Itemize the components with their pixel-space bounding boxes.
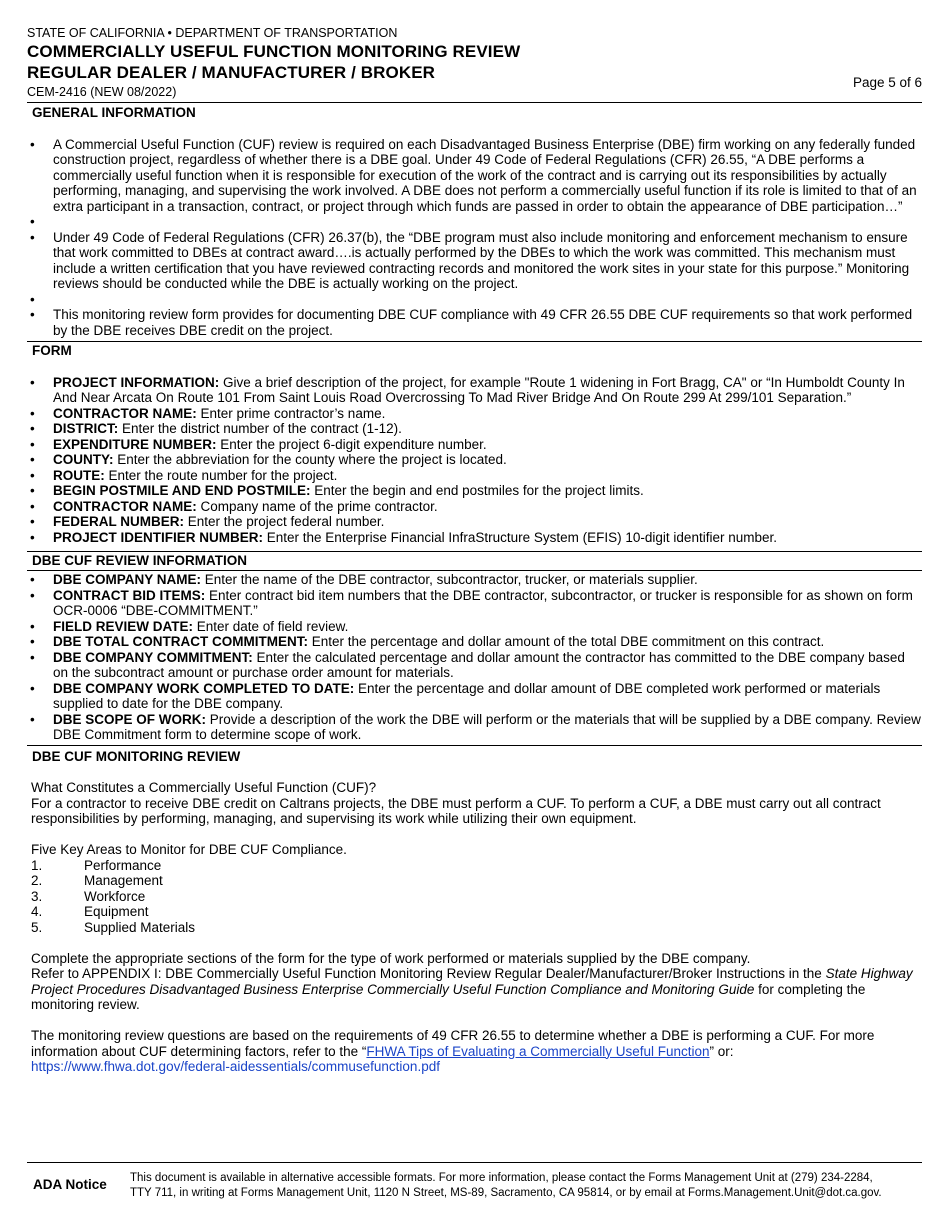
field-description: Enter the calculated percentage and dollar amount the contractor has committed to the DBE company based on the subcontract amount or purchase order amount for materials. — [53, 649, 905, 680]
list-item — [27, 588, 922, 619]
form-number: CEM-2416 (NEW 08/2022) — [27, 85, 177, 99]
factors-text: The monitoring review questions are based on the requirements of 49 CFR 26.55 to determine whether a DBE is performing a CUF. For more information about CUF determining factors, refer to the “ — [31, 1028, 875, 1059]
field-label: CONTRACTOR NAME: — [53, 498, 197, 514]
field-label: DBE COMPANY NAME: — [53, 572, 202, 587]
item-label: Performance — [84, 857, 162, 873]
cuf-factors-reference — [27, 1028, 922, 1075]
ada-label: ADA Notice — [33, 1177, 107, 1192]
field-description: Enter the percentage and dollar amount of the total DBE commitment on this contract. — [307, 634, 825, 649]
header-meta-row — [27, 75, 922, 100]
list-item — [27, 421, 922, 437]
field-description: Enter prime contractor’s name. — [196, 405, 386, 421]
ada-notice — [27, 1162, 922, 1201]
field-label: PROJECT IDENTIFIER NUMBER: — [53, 529, 264, 545]
field-description: Enter the route number for the project. — [104, 467, 338, 483]
item-number: 2. — [31, 873, 43, 888]
field-label: DBE SCOPE OF WORK: — [53, 711, 207, 727]
field-label: COUNTY: — [53, 452, 114, 467]
appendix-reference — [27, 966, 922, 1013]
field-label: EXPENDITURE NUMBER: — [53, 436, 217, 452]
field-description: Enter the begin and end postmiles for the project limits. — [310, 483, 644, 498]
list-item: • A Commercial Useful Function (CUF) review is required on each Disadvantaged Business Enterprise (DBE) firm working on any federally funded construction project, regardless of whether there is a DBE goal. Under 49 Code of Federal Regulations (CFR) 26.55, “A DBE performs a commercially useful function when it is responsible for execution of the work of the contract and is carrying out its responsibilities by actually performing, managing, and supervising the work involved. A DBE does not perform a commercially useful function if its role is limited to that of an extra participant in a transaction, contract, or project through which funds are passed in order to obtain the appearance of DBE participation…” — [27, 137, 922, 215]
fhwa-url-link[interactable]: https://www.fhwa.dot.gov/federal-aidessentials/commusefunction.pdf — [31, 1059, 440, 1074]
spacer — [27, 121, 922, 137]
field-description: Enter the name of the DBE contractor, subcontractor, trucker, or materials supplier. — [201, 572, 698, 587]
list-item — [27, 468, 922, 484]
item-number: 1. — [31, 857, 43, 873]
list-item — [27, 681, 922, 712]
key-areas-list — [27, 858, 922, 936]
spacer — [27, 1013, 922, 1029]
field-label: FIELD REVIEW DATE: — [53, 618, 193, 634]
list-item — [31, 873, 922, 889]
section-divider — [27, 341, 922, 342]
field-label: DBE COMPANY COMMITMENT: — [53, 649, 253, 665]
list-item — [31, 904, 922, 920]
form-title-line2: REGULAR DEALER / MANUFACTURER / BROKER — [27, 63, 436, 82]
field-description: Enter the district number of the contract (1-12). — [118, 421, 402, 436]
list-item — [27, 499, 922, 515]
item-label: Supplied Materials — [84, 919, 196, 935]
list-item — [27, 530, 922, 546]
list-item — [31, 858, 922, 874]
ada-line: This document is available in alternative accessible formats. For more information, please contact the Forms Management Unit at (279) 234-2284, — [130, 1172, 873, 1184]
item-label: Equipment — [84, 904, 149, 919]
field-description: Enter the project federal number. — [184, 514, 385, 529]
spacer — [27, 935, 922, 951]
section-divider — [27, 745, 922, 746]
section-divider — [27, 551, 922, 552]
field-label: ROUTE: — [53, 467, 105, 483]
field-description: Enter the abbreviation for the county where the project is located. — [113, 452, 507, 467]
field-label: BEGIN POSTMILE AND END POSTMILE: — [53, 483, 311, 498]
field-description: Enter date of field review. — [193, 618, 349, 634]
ada-row — [27, 1163, 922, 1201]
list-item — [27, 712, 922, 743]
review-info-title: DBE CUF REVIEW INFORMATION — [32, 553, 247, 568]
form-section-title: FORM — [32, 343, 72, 358]
item-number: 3. — [31, 888, 43, 904]
item-label: Management — [84, 873, 163, 888]
list-item — [27, 634, 922, 650]
field-label: CONTRACTOR NAME: — [53, 405, 197, 421]
appendix-suffix: for completing the monitoring review. — [31, 981, 866, 1012]
cuf-answer: For a contractor to receive DBE credit on Caltrans projects, the DBE must perform a CUF. To perform a CUF, a DBE must carry out all contract responsibilities by performing, managing, and supervising its work while utilizing their own equipment. — [31, 795, 881, 826]
spacer — [27, 359, 922, 375]
field-description: Enter the Enterprise Financial InfraStructure System (EFIS) 10-digit identifier number. — [263, 529, 777, 545]
field-label: DBE COMPANY WORK COMPLETED TO DATE: — [53, 680, 355, 696]
list-item — [31, 889, 922, 905]
guide-title: State Highway Project Procedures Disadvantaged Business Enterprise Commercially Useful Function Compliance and Monitoring Guide — [31, 966, 913, 997]
monitoring-review-title: DBE CUF MONITORING REVIEW — [32, 748, 241, 764]
spacer — [27, 827, 922, 843]
field-description: Give a brief description of the project, for example "Route 1 widening in Fort Bragg, CA" or “In Humboldt County In And Near Arcata On Route 101 From Saint Louis Road Overcrossing To Mad River Bridge And On Route 299 At 299/101 Separation.” — [53, 374, 905, 405]
form-field-list — [27, 375, 922, 546]
appendix-text: Refer to APPENDIX I: DBE Commercially Useful Function Monitoring Review Regular Dealer/Manufacturer/Broker Instructions in the — [31, 966, 826, 981]
general-info-list — [27, 137, 922, 339]
field-description: Enter the percentage and dollar amount of DBE completed work performed or materials supplied to date for the DBE company. — [53, 680, 881, 711]
general-info-title: GENERAL INFORMATION — [32, 105, 196, 120]
list-item: • This monitoring review form provides for documenting DBE CUF compliance with 49 CFR 26.55 DBE CUF requirements so that work performed by the DBE receives DBE credit on the project. — [27, 307, 922, 338]
page-number: Page 5 of 6 — [852, 75, 922, 90]
form-title-line1: COMMERCIALLY USEFUL FUNCTION MONITORING REVIEW — [27, 42, 521, 61]
header-divider — [27, 102, 922, 103]
item-number: 4. — [31, 904, 43, 919]
list-item — [27, 452, 922, 468]
section-divider — [27, 570, 922, 571]
list-item — [27, 650, 922, 681]
field-description: Enter the project 6-digit expenditure number. — [216, 436, 487, 452]
spacer — [27, 765, 922, 781]
review-info-list — [27, 572, 922, 743]
cuf-question: What Constitutes a Commercially Useful Function (CUF)? — [31, 780, 377, 795]
field-label: DBE TOTAL CONTRACT COMMITMENT: — [53, 634, 308, 649]
list-item — [27, 437, 922, 453]
list-item — [31, 920, 922, 936]
list-item: • Under 49 Code of Federal Regulations (CFR) 26.37(b), the “DBE program must also include monitoring and enforcement mechanism to ensure that work committed to DBEs at contract award….is actually performed by the DBEs to which the work was committed. This mechanism must include a written certification that you have reviewed contracting records and monitored the work sites in your state for this purpose.” Monitoring reviews should be conducted while the DBE is actually working on the project. — [27, 230, 922, 292]
field-label: CONTRACT BID ITEMS: — [53, 587, 206, 603]
list-item — [27, 406, 922, 422]
item-label: Workforce — [84, 888, 146, 904]
list-item — [27, 572, 922, 588]
ada-text — [130, 1171, 882, 1201]
list-item — [27, 619, 922, 635]
agency-line: STATE OF CALIFORNIA • DEPARTMENT OF TRANSPORTATION — [27, 26, 398, 40]
key-areas-intro: Five Key Areas to Monitor for DBE CUF Compliance. — [31, 842, 347, 857]
list-item — [27, 375, 922, 406]
spacer — [27, 292, 922, 308]
field-label: FEDERAL NUMBER: — [53, 514, 184, 529]
spacer — [27, 214, 922, 230]
field-description: Enter contract bid item numbers that the DBE contractor, subcontractor, or trucker is responsible for as shown on form OCR-0006 “DBE-COMMITMENT.” — [53, 587, 913, 618]
field-label: DISTRICT: — [53, 421, 119, 436]
list-item — [27, 483, 922, 499]
document-page — [27, 26, 922, 1075]
list-item — [27, 514, 922, 530]
ada-line: TTY 711, in writing at Forms Management Unit, 1120 N Street, MS-89, Sacramento, CA 95814, or by email at Forms.Management.Unit@dot.ca.gov. — [130, 1187, 882, 1199]
fhwa-tips-link[interactable]: FHWA Tips of Evaluating a Commercially Useful Function — [366, 1043, 710, 1059]
field-label: PROJECT INFORMATION: — [53, 374, 220, 390]
field-description: Provide a description of the work the DBE will perform or the materials that will be supplied by a DBE company. Review DBE Commitment form to determine scope of work. — [53, 711, 921, 742]
field-description: Company name of the prime contractor. — [196, 498, 438, 514]
complete-instructions: Complete the appropriate sections of the form for the type of work performed or materials supplied by the DBE company. — [31, 950, 751, 966]
factors-mid: ” or: — [709, 1043, 734, 1059]
item-number: 5. — [31, 919, 43, 935]
